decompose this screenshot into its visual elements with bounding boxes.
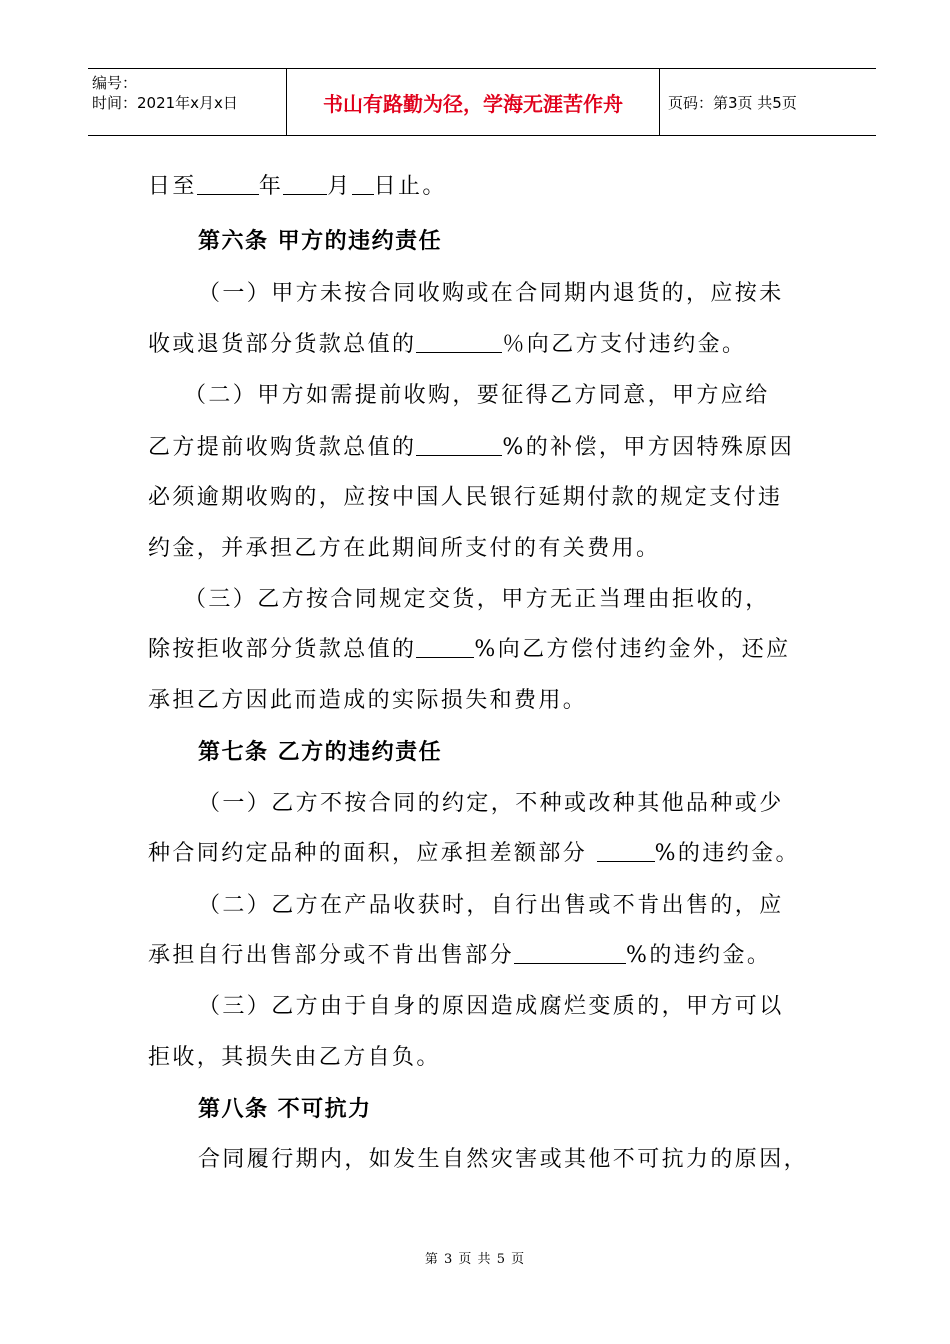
blank-field[interactable] <box>416 433 502 456</box>
header-page-number: 页码：第3页 共5页 <box>668 93 797 112</box>
text-line: 承担自行出售部分或不肯出售部分 %的违约金。 <box>148 943 772 968</box>
blank-field[interactable] <box>352 172 374 195</box>
text-line: 约金，并承担乙方在此期间所支付的有关费用。 <box>148 536 661 561</box>
text-line: （二）甲方如需提前收购，要征得乙方同意，甲方应给 <box>184 383 770 408</box>
blank-field[interactable] <box>597 839 655 862</box>
header-motto: 书山有路勤为径，学海无涯苦作舟 <box>286 69 660 135</box>
document-date: 时间：2021年x月x日 <box>92 94 238 112</box>
text-line: 日至 年 月 日止。 <box>148 174 447 199</box>
text-line: 收或退货部分货款总值的 ％向乙方支付违约金。 <box>148 332 747 357</box>
blank-field[interactable] <box>197 172 259 195</box>
blank-field[interactable] <box>514 941 626 964</box>
blank-field[interactable] <box>283 172 327 195</box>
text-line: 合同履行期内，如发生自然灾害或其他不可抗力的原因， <box>198 1147 809 1172</box>
text-line: （三）乙方按合同规定交货，甲方无正当理由拒收的， <box>184 587 770 612</box>
page-footer: 第 3 页 共 5 页 <box>424 1252 526 1267</box>
text-line: 种合同约定品种的面积，应承担差额部分 %的违约金。 <box>148 841 800 866</box>
document-number: 编号： <box>92 74 138 92</box>
article-7-heading: 第七条 乙方的违约责任 <box>198 739 443 765</box>
text-line: （二）乙方在产品收获时，自行出售或不肯出售的，应 <box>198 893 784 918</box>
blank-field[interactable] <box>416 635 474 658</box>
header-table <box>88 68 876 136</box>
blank-field[interactable] <box>416 330 502 353</box>
text-line: （一）乙方不按合同的约定，不种或改种其他品种或少 <box>198 791 784 816</box>
header-meta <box>88 69 286 135</box>
text-line: 乙方提前收购货款总值的 %的补偿，甲方因特殊原因 <box>148 435 795 460</box>
text-line: 拒收，其损失由乙方自负。 <box>148 1045 441 1070</box>
text-line: 除按拒收部分货款总值的 %向乙方偿付违约金外，还应 <box>148 637 791 662</box>
text-line: 承担乙方因此而造成的实际损失和费用。 <box>148 688 588 713</box>
text-line: （一）甲方未按合同收购或在合同期内退货的，应按未 <box>198 281 784 306</box>
text-line: （三）乙方由于自身的原因造成腐烂变质的，甲方可以 <box>198 994 784 1019</box>
text-line: 必须逾期收购的，应按中国人民银行延期付款的规定支付违 <box>148 485 783 510</box>
article-6-heading: 第六条 甲方的违约责任 <box>198 228 443 254</box>
article-8-heading: 第八条 不可抗力 <box>198 1096 372 1122</box>
